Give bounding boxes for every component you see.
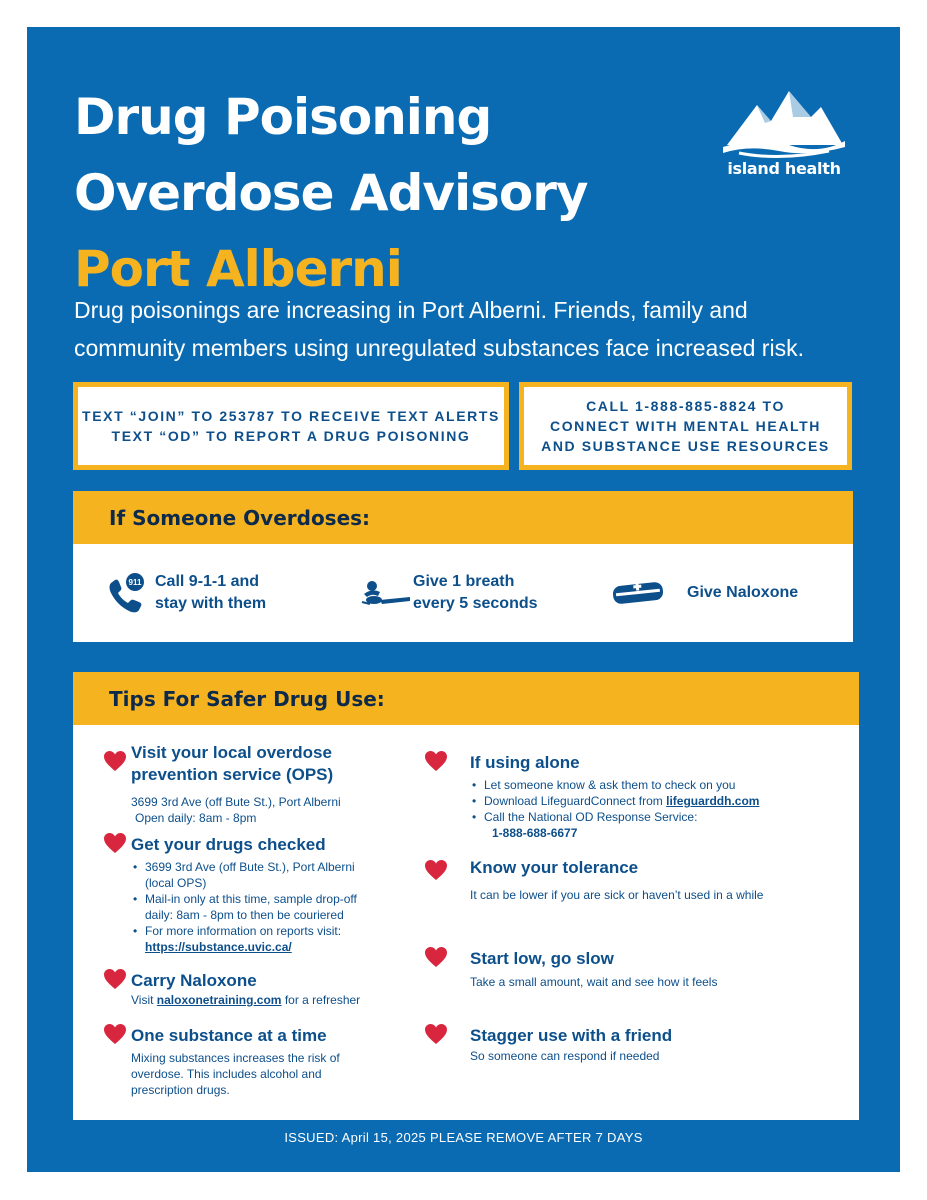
heart-icon	[103, 832, 127, 854]
tip-one-substance-body: Mixing substances increases the risk of overdose. This includes alcohol and prescription drugs.	[131, 1051, 340, 1097]
advisory-poster	[27, 27, 900, 1172]
heart-icon	[424, 859, 448, 881]
tip-ops-hours: Open daily: 8am - 8pm	[135, 811, 257, 825]
location-title: Port Alberni	[74, 240, 402, 298]
od-response-phone: 1-888-688-6677	[492, 826, 578, 840]
tip-tolerance-title: Know your tolerance	[470, 858, 639, 877]
step-give-breath	[357, 544, 538, 642]
tip-alone-item-1: • Let someone know & ask them to check on you	[470, 777, 810, 793]
tip-ops	[131, 742, 451, 826]
tip-using-alone	[470, 752, 810, 841]
tip-checked-item-3	[131, 923, 381, 955]
tip-alone-item-3: • Call the National OD Response Service:	[470, 809, 810, 825]
heart-icon	[424, 946, 448, 968]
mountains-logo-icon	[719, 83, 849, 159]
tip-checked-list	[131, 859, 381, 955]
step-naloxone-line-1: Give Naloxone	[687, 584, 799, 601]
call-line-3: AND SUBSTANCE USE RESOURCES	[541, 438, 830, 454]
tip-alone-title: If using alone	[470, 753, 580, 772]
step-call-911	[99, 544, 266, 642]
tip-naloxone-pre: Visit	[131, 993, 157, 1007]
heart-icon	[103, 750, 127, 772]
heart-icon	[424, 1023, 448, 1045]
intro-paragraph: Drug poisonings are increasing in Port Alberni. Friends, family and community members using unregulated substances face increased risk.	[74, 297, 804, 361]
tip-ops-title-1: Visit your local overdose	[131, 743, 332, 762]
tip-alone-item-2-text: Download LifeguardConnect from	[484, 794, 667, 808]
tip-start-low	[470, 948, 810, 990]
overdose-panel	[73, 491, 853, 642]
tip-alone-list	[470, 777, 810, 825]
tip-one-substance	[131, 1025, 361, 1098]
heart-icon	[103, 1023, 127, 1045]
tip-checked-item-2: • Mail-in only at this time, sample drop-off daily: 8am - 8pm to then be couriered	[131, 891, 381, 923]
tip-drug-checking	[131, 834, 381, 955]
heart-icon	[424, 750, 448, 772]
tip-checked-item-1: • 3699 3rd Ave (off Bute St.), Port Alberni (local OPS)	[131, 859, 381, 891]
issued-footer: ISSUED: April 15, 2025 PLEASE REMOVE AFTER 7 DAYS	[284, 1130, 643, 1145]
text-alerts-line-1: TEXT “JOIN” TO 253787 TO RECEIVE TEXT ALERTS	[82, 408, 500, 424]
tip-checked-item-3-text: For more information on reports visit:	[145, 924, 342, 938]
logo-text: island health	[727, 159, 841, 178]
page-title	[74, 79, 587, 307]
tip-ops-address: 3699 3rd Ave (off Bute St.), Port Alberni	[131, 795, 341, 809]
island-health-logo	[719, 83, 849, 183]
call-line-2: CONNECT WITH MENTAL HEALTH	[549, 418, 822, 434]
tip-alone-item-2	[470, 793, 810, 809]
tip-carry-naloxone	[131, 970, 431, 1008]
tip-one-substance-title: One substance at a time	[131, 1026, 327, 1045]
tip-start-low-body: Take a small amount, wait and see how it feels	[470, 975, 718, 989]
step-call-line-1: Call 9-1-1 and	[155, 573, 260, 590]
phone-911-icon	[99, 573, 155, 613]
heart-icon	[103, 968, 127, 990]
step-breath-line-1: Give 1 breath	[413, 573, 515, 590]
step-give-naloxone	[605, 544, 798, 642]
overdose-heading: If Someone Overdoses:	[73, 491, 853, 544]
tips-heading: Tips For Safer Drug Use:	[73, 672, 859, 725]
badge-911: 911	[128, 578, 142, 587]
substance-link[interactable]: https://substance.uvic.ca/	[145, 940, 292, 954]
step-call-line-2: stay with them	[155, 595, 267, 612]
tip-stagger	[470, 1025, 810, 1064]
title-line-2: Overdose Advisory	[74, 164, 588, 222]
call-resources-callout	[519, 382, 852, 470]
naloxone-kit-icon	[605, 573, 671, 613]
tip-ops-title-2: prevention service (OPS)	[131, 765, 334, 784]
naloxonetraining-link[interactable]: naloxonetraining.com	[156, 993, 282, 1007]
tip-stagger-body: So someone can respond if needed	[470, 1049, 660, 1063]
tips-panel	[73, 672, 859, 1120]
title-line-1: Drug Poisoning	[74, 88, 492, 146]
text-alerts-callout	[73, 382, 509, 470]
lifeguarddh-link[interactable]: lifeguarddh.com	[666, 794, 760, 808]
tip-tolerance-body: It can be lower if you are sick or haven’t used in a while	[470, 888, 764, 902]
rescue-breath-icon	[357, 573, 413, 613]
step-breath-line-2: every 5 seconds	[413, 595, 538, 612]
text-alerts-line-2: TEXT “OD” TO REPORT A DRUG POISONING	[111, 428, 471, 444]
tip-checked-title: Get your drugs checked	[131, 835, 326, 854]
tip-naloxone-title: Carry Naloxone	[131, 971, 257, 990]
tip-naloxone-post: for a refresher	[281, 993, 361, 1007]
call-line-1: CALL 1-888-885-8824 TO	[586, 398, 785, 414]
tip-start-low-title: Start low, go slow	[470, 949, 614, 968]
tip-naloxone-body	[131, 992, 431, 1008]
tip-tolerance	[470, 857, 810, 903]
tip-stagger-title: Stagger use with a friend	[470, 1026, 673, 1045]
